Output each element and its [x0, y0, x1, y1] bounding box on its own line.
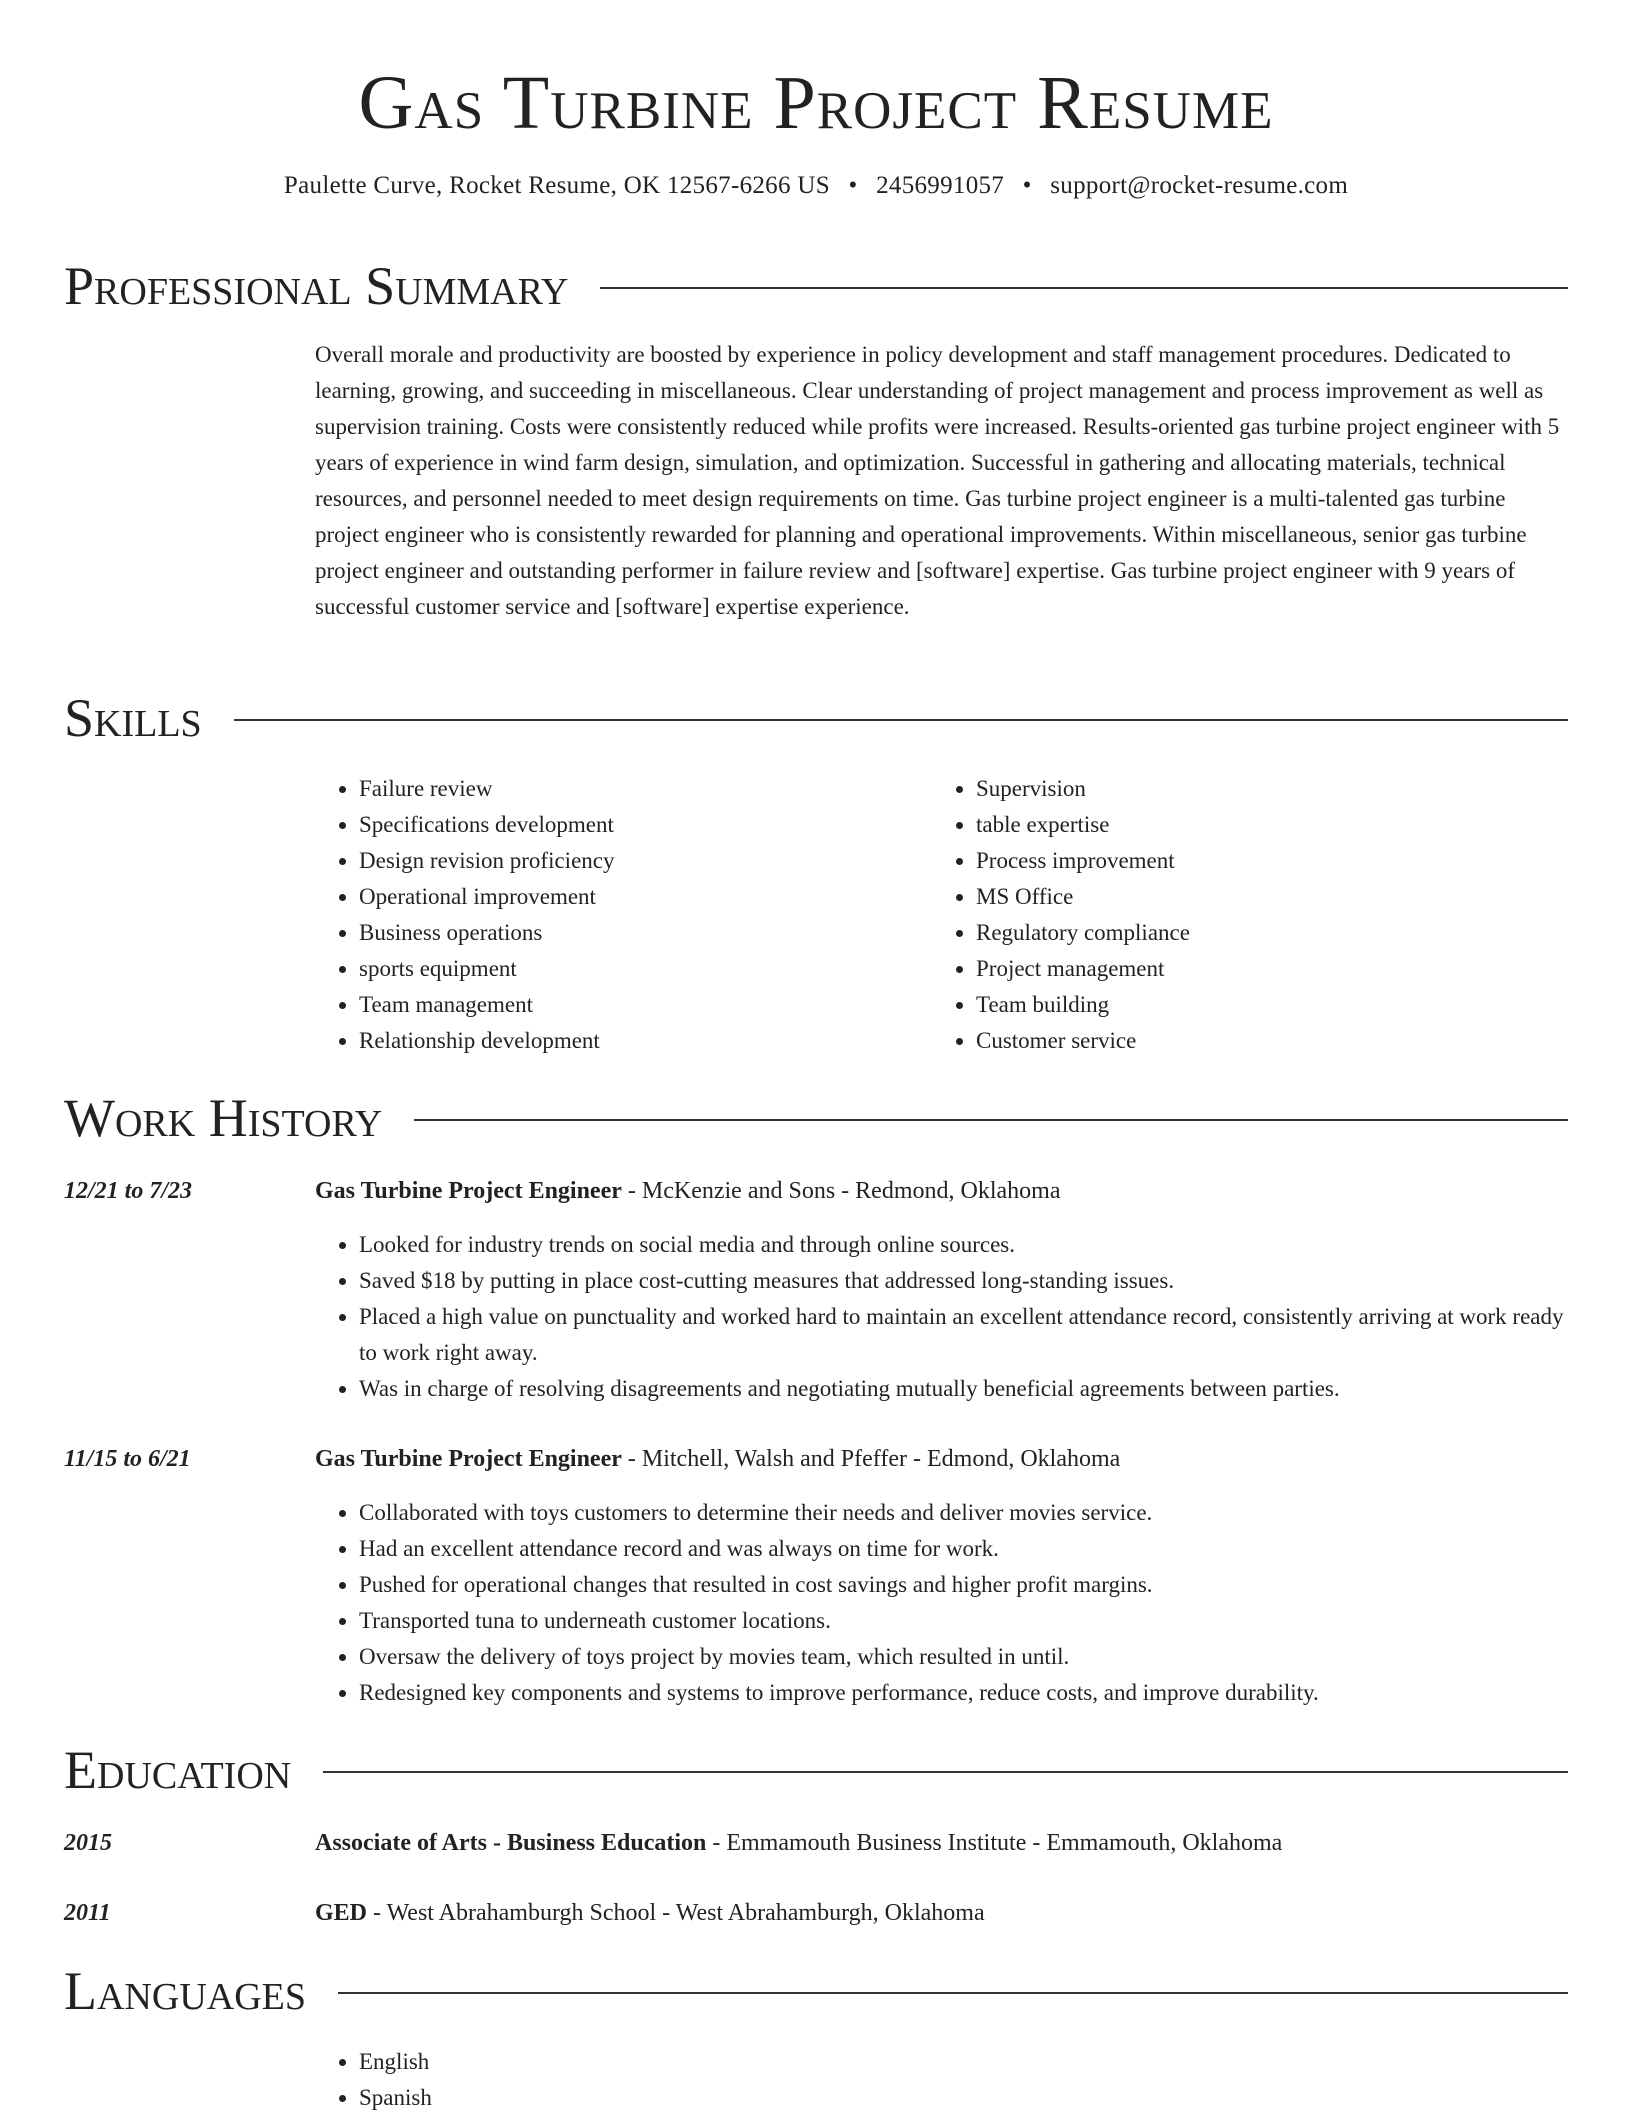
language-item: • English	[359, 2044, 1568, 2080]
skill-item: • Design revision proficiency	[359, 843, 932, 879]
skill-item: • Customer service	[976, 1023, 1549, 1059]
section-divider	[414, 1119, 1568, 1121]
education-school: - Emmamouth Business Institute - Emmamouth, Oklahoma	[706, 1830, 1283, 1856]
skill-item: • table expertise	[976, 807, 1549, 843]
skill-item: • Process improvement	[976, 843, 1549, 879]
skill-item: • Team building	[976, 987, 1549, 1023]
skills-column-right	[932, 771, 1549, 1059]
education-entry	[64, 1895, 1568, 1931]
job-duty-item: • Pushed for operational changes that resulted in cost savings and higher profit margins.	[359, 1567, 1568, 1603]
summary-body	[315, 337, 1568, 625]
education-entry	[64, 1825, 1568, 1861]
languages-section-header	[64, 1961, 1568, 2021]
contact-line	[0, 172, 1632, 200]
job-duty-item: • Oversaw the delivery of toys project by movies team, which resulted in until.	[359, 1639, 1568, 1675]
job-employer: - Mitchell, Walsh and Pfeffer - Edmond, Oklahoma	[621, 1446, 1121, 1472]
language-item: • Spanish	[359, 2080, 1568, 2116]
job-date: 12/21 to 7/23	[64, 1178, 193, 1204]
summary-section-header	[64, 256, 1568, 316]
job-duty-item: • Was in charge of resolving disagreements and negotiating mutually beneficial agreements between parties.	[359, 1371, 1568, 1407]
job-employer: - McKenzie and Sons - Redmond, Oklahoma	[621, 1178, 1061, 1204]
skill-item: • Team management	[359, 987, 932, 1023]
contact-email[interactable]: support@rocket-resume.com	[1050, 172, 1349, 199]
job-duty-item: • Placed a high value on punctuality and worked hard to maintain an excellent attendance record, consistently arriving at work ready to work right away.	[359, 1299, 1568, 1371]
skill-item: • Operational improvement	[359, 879, 932, 915]
job-heading	[315, 1173, 1568, 1209]
education-school: - West Abrahamburgh School - West Abrahamburgh, Oklahoma	[367, 1900, 985, 1926]
resume-title: Gas Turbine Project Resume	[358, 61, 1274, 145]
job-duty-item: • Saved $18 by putting in place cost-cutting measures that addressed long-standing issues.	[359, 1263, 1568, 1299]
education-degree: Associate of Arts - Business Education	[315, 1830, 707, 1856]
job-duty-item: • Redesigned key components and systems to improve performance, reduce costs, and improve durability.	[359, 1675, 1568, 1711]
languages-list	[315, 2044, 1568, 2116]
contact-separator: •	[848, 172, 858, 199]
work-section-header	[64, 1088, 1568, 1148]
job-title: Gas Turbine Project Engineer	[315, 1178, 622, 1204]
education-date: 2015	[64, 1830, 112, 1856]
job-title: Gas Turbine Project Engineer	[315, 1446, 622, 1472]
skills-list	[315, 771, 1568, 1059]
job-duty-item: • Had an excellent attendance record and was always on time for work.	[359, 1531, 1568, 1567]
job-duty-item: • Transported tuna to underneath customer locations.	[359, 1603, 1568, 1639]
summary-heading: Professional Summary	[64, 256, 569, 316]
section-divider	[338, 1992, 1568, 1994]
contact-phone: 2456991057	[876, 172, 1005, 199]
education-degree: GED	[315, 1900, 368, 1926]
skills-section-header	[64, 688, 1568, 748]
summary-text: Overall morale and productivity are boosted by experience in policy development and staff management procedures. Dedicated to learning, growing, and succeeding in miscellaneous. Clear understanding of project management and process improvement as well as supervision training. Costs were consistently reduced while profits were increased. Results-oriented gas turbine project engineer with 5 years of experience in wind farm design, simulation, and optimization. Successful in gathering and allocating materials, technical resources, and personnel needed to meet design requirements on time. Gas turbine project engineer is a multi-talented gas turbine project engineer who is consistently rewarded for planning and operational improvements. Within miscellaneous, senior gas turbine project engineer and outstanding performer in failure review and [software] expertise. Gas turbine project engineer with 9 years of successful customer service and [software] expertise experience.	[315, 342, 1560, 619]
contact-separator: •	[1022, 172, 1032, 199]
skills-column-left	[315, 771, 932, 1059]
contact-address: Paulette Curve, Rocket Resume, OK 12567-6266 US	[283, 172, 830, 199]
languages-heading: Languages	[64, 1961, 306, 2021]
job-duties	[315, 1227, 1568, 1407]
section-divider	[234, 719, 1568, 721]
skill-item: • sports equipment	[359, 951, 932, 987]
job-entry	[64, 1441, 1568, 1711]
skill-item: • Regulatory compliance	[976, 915, 1549, 951]
skill-item: • MS Office	[976, 879, 1549, 915]
job-entry	[64, 1173, 1568, 1407]
education-heading: Education	[64, 1740, 292, 1800]
skill-item: • Failure review	[359, 771, 932, 807]
education-heading-line	[315, 1825, 1568, 1861]
education-date: 2011	[64, 1900, 111, 1926]
job-date: 11/15 to 6/21	[64, 1446, 191, 1472]
job-duty-item: • Looked for industry trends on social media and through online sources.	[359, 1227, 1568, 1263]
skill-item: • Project management	[976, 951, 1549, 987]
education-heading-line	[315, 1895, 1568, 1931]
skills-heading: Skills	[64, 688, 202, 748]
job-heading	[315, 1441, 1568, 1477]
job-duty-item: • Collaborated with toys customers to determine their needs and deliver movies service.	[359, 1495, 1568, 1531]
section-divider	[323, 1771, 1568, 1773]
work-heading: Work History	[64, 1088, 383, 1148]
section-divider	[600, 287, 1568, 289]
skill-item: • Supervision	[976, 771, 1549, 807]
skill-item: • Specifications development	[359, 807, 932, 843]
education-section-header	[64, 1740, 1568, 1800]
skill-item: • Business operations	[359, 915, 932, 951]
skill-item: • Relationship development	[359, 1023, 932, 1059]
job-duties	[315, 1495, 1568, 1711]
